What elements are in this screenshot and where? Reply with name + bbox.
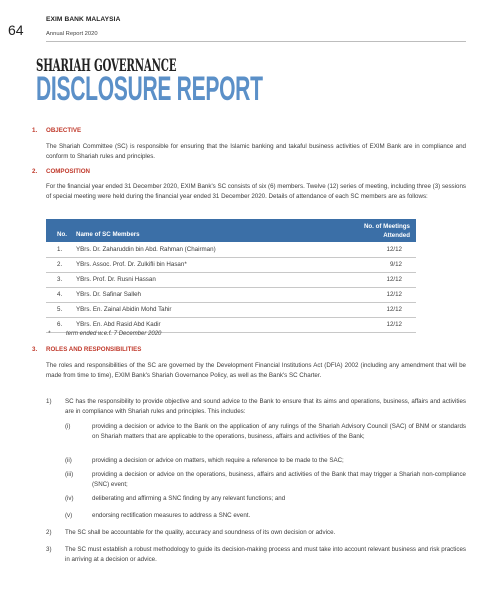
- col-name-header: Name of SC Members: [76, 231, 140, 238]
- page-number: 64: [8, 22, 24, 38]
- subitem-ii-number: (ii): [65, 457, 72, 464]
- col-no-header: No.: [57, 231, 67, 238]
- subitem-iv-text: deliberating and affirming a SNC finding by any relevant functions; and: [92, 495, 286, 502]
- section-3-text: The roles and responsibilities of the SC are governed by the Development Financial Institutions Act (DFIA) 2002 (including any amendment that will be made from time to time), EXIM Bank's Shariah Governance Policy, as well as the Bank's SC Charter.: [46, 362, 466, 379]
- item-1-text: SC has the responsibility to provide objective and sound advice to the Bank to ensure that its aims and operations, business, affairs and activities are in compliance with Shariah rules and principles. This includes:: [65, 398, 466, 415]
- table-row: 4. YBrs. Dr. Safinar Salleh 12/12: [46, 287, 416, 303]
- item-3-number: 3): [46, 546, 52, 553]
- subitem-ii-text: providing a decision or advice on matters, which require a reference to be made to the SAC;: [92, 457, 344, 464]
- table-row: 3. YBrs. Prof. Dr. Rusni Hassan 12/12: [46, 272, 416, 288]
- table-row: 6. YBrs. En. Abd Rasid Abd Kadir 12/12: [46, 317, 416, 333]
- subitem-v-text: endorsing rectification measures to address a SNC event.: [92, 512, 251, 519]
- subitem-i-number: (i): [65, 423, 71, 430]
- section-2-text: For the financial year ended 31 December 2020, EXIM Bank's SC consists of six (6) members. Twelve (12) series of meeting, including three (3) sessions of special meeting were held during the financial year ended 31 December 2020. Details of attendance of each SC members are as follows:: [46, 183, 466, 200]
- section-2-number: 2.: [32, 168, 38, 175]
- section-3-number: 3.: [32, 346, 38, 353]
- footnote-mark: *: [48, 331, 51, 337]
- table-row: 2. YBrs. Assoc. Prof. Dr. Zulkifli bin Hasan* 9/12: [46, 257, 416, 273]
- section-1-text: The Shariah Committee (SC) is responsible for ensuring that the Islamic banking and takaful business activities of EXIM Bank are in compliance and conform to Shariah rules and principles.: [46, 143, 466, 160]
- item-3-text: The SC must establish a robust methodology to guide its decision-making process and must take into account relevant business and risk practices in arriving at a decision or advice.: [65, 546, 466, 563]
- section-2-title: COMPOSITION: [46, 168, 91, 175]
- item-2-text: The SC shall be accountable for the quality, accuracy and soundness of its own decision or advice.: [65, 529, 336, 536]
- section-1-title: OBJECTIVE: [46, 127, 82, 134]
- title-line-2: DISCLOSURE REPORT: [36, 70, 263, 108]
- subitem-iii-text: providing a decision or advice on the operations, business, affairs and activities of the Bank that may trigger a Shariah non-compliance (SNC) event;: [92, 471, 466, 488]
- section-3-title: ROLES AND RESPONSIBILITIES: [46, 346, 142, 353]
- report-name: Annual Report 2020: [46, 31, 98, 37]
- item-1-number: 1): [46, 398, 52, 405]
- subitem-v-number: (v): [65, 512, 73, 519]
- subitem-iii-number: (iii): [65, 471, 74, 478]
- table-header: [46, 219, 416, 242]
- subitem-iv-number: (iv): [65, 495, 74, 502]
- subitem-i-text: providing a decision or advice to the Bank on the application of any rulings of the Shariah Advisory Council (SAC) of BNM or standards on Shariah matters that are applicable to the operations, business, affairs and activities of the Bank;: [92, 423, 466, 440]
- table-row: 1. YBrs. Dr. Zaharuddin bin Abd. Rahman (Chairman) 12/12: [46, 242, 416, 258]
- col-attended-header: No. of Meetings Attended: [363, 223, 410, 239]
- title-line-1: SHARIAH GOVERNANCE: [36, 56, 177, 75]
- item-2-number: 2): [46, 529, 52, 536]
- section-1-number: 1.: [32, 127, 38, 134]
- table-row: 5. YBrs. En. Zainal Abidin Mohd Tahir 12/12: [46, 302, 416, 318]
- bank-name: EXIM BANK MALAYSIA: [46, 16, 121, 23]
- header-divider: [46, 41, 466, 42]
- footnote-text: term ended w.e.f. 7 December 2020: [66, 331, 162, 337]
